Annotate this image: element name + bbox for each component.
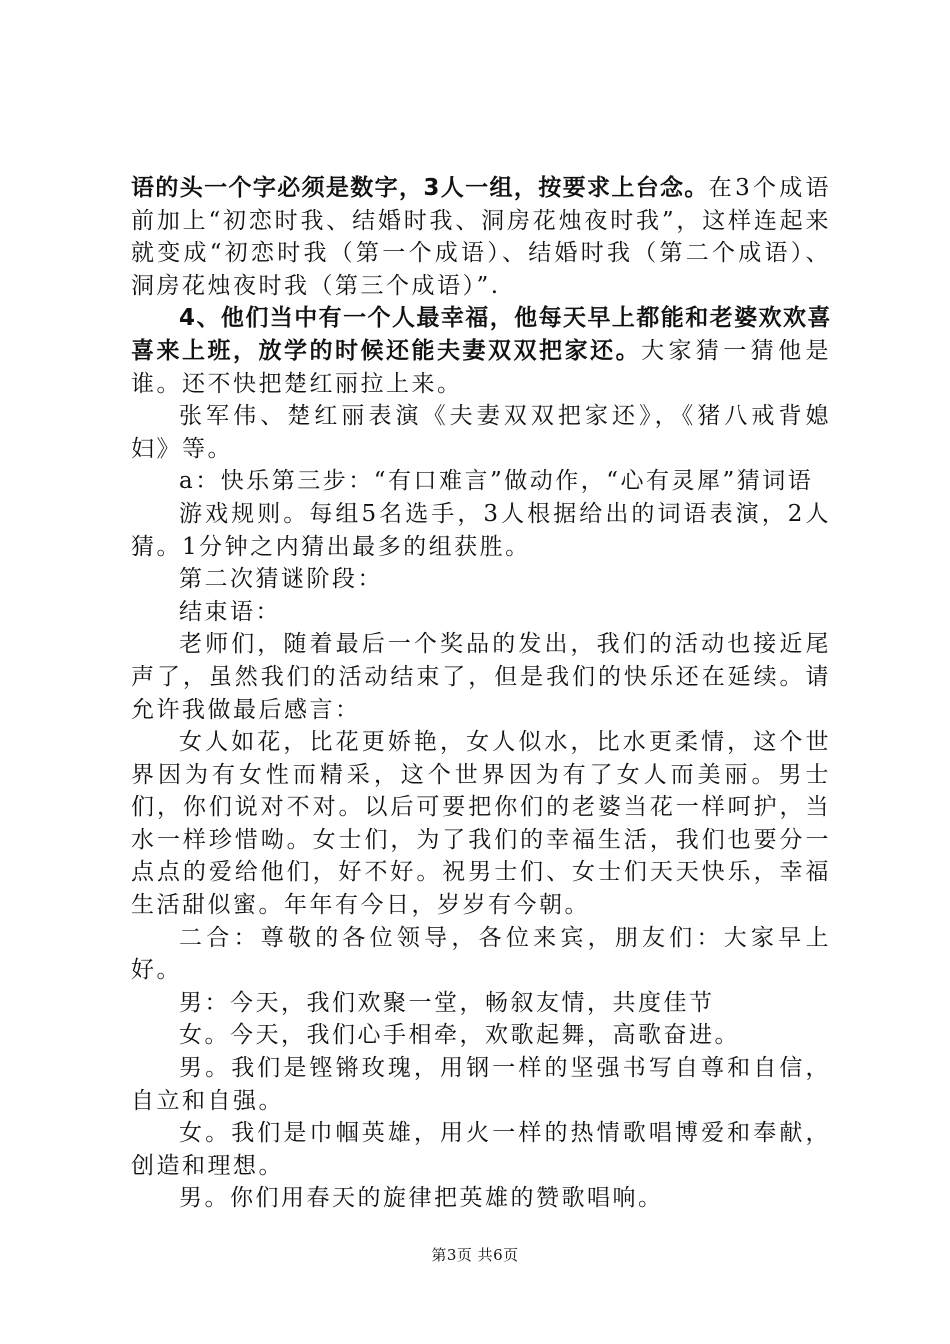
paragraph-10: 二合：尊敬的各位领导，各位来宾，朋友们：大家早上好。	[131, 924, 831, 984]
paragraph-6: 第二次猜谜阶段：	[179, 566, 383, 593]
paragraph-11: 男：今天，我们欢聚一堂，畅叙友情，共度佳节	[179, 989, 715, 1016]
paragraph-2	[131, 302, 831, 400]
paragraph-1	[131, 172, 831, 302]
page-number-footer: 第3页 共6页	[431, 1246, 519, 1264]
paragraph-13: 男。我们是铿锵玫瑰，用钢一样的坚强书写自尊和自信，自立和自强。	[131, 1055, 831, 1114]
paragraph-5: 游戏规则。每组5名选手，3人根据给出的词语表演，2人猜。1分钟之内猜出最多的组获胜。	[131, 500, 831, 560]
paragraph-1-text: 在3个成语前加上“初恋时我、结婚时我、洞房花烛夜时我”，这样连起来就变成“初恋时我（第一个成语）、结婚时我（第二个成语）、洞房花烛夜时我（第三个成语）”.	[131, 175, 831, 299]
paragraph-3: 张军伟、楚红丽表演《夫妻双双把家还》，《猪八戒背媳妇》等。	[131, 403, 831, 462]
document-body	[131, 172, 831, 1215]
paragraph-7: 结束语：	[179, 598, 281, 625]
paragraph-2-bold-text: 4、他们当中有一个人最幸福，他每天早上都能和老婆欢欢喜喜来上班，放学的时候还能夫妻双双把家还。	[131, 305, 831, 364]
paragraph-8: 老师们，随着最后一个奖品的发出，我们的活动也接近尾声了，虽然我们的活动结束了，但是我们的快乐还在延续。请允许我做最后感言：	[131, 631, 831, 723]
paragraph-1-bold-text: 语的头一个字必须是数字，3人一组，按要求上台念。	[131, 175, 709, 201]
paragraph-4: a：快乐第三步：“有口难言”做动作，“心有灵犀”猜词语	[179, 468, 814, 495]
paragraph-9: 女人如花，比花更娇艳，女人似水，比水更柔情，这个世界因为有女性而精采，这个世界因为有了女人而美丽。男士们，你们说对不对。以后可要把你们的老婆当花一样呵护，当水一样珍惜呦。女士们，为了我们的幸福生活，我们也要分一点点的爱给他们，好不好。祝男士们、女士们天天快乐，幸福生活甜似蜜。年年有今日，岁岁有今朝。	[131, 729, 831, 919]
paragraph-15: 男。你们用春天的旋律把英雄的赞歌唱响。	[179, 1185, 664, 1212]
paragraph-14: 女。我们是巾帼英雄，用火一样的热情歌唱博爱和奉献，创造和理想。	[131, 1120, 831, 1179]
paragraph-12: 女。今天，我们心手相牵，欢歌起舞，高歌奋进。	[179, 1022, 740, 1049]
paragraph-2-text: 大家猜一猜他是谁。还不快把楚红丽拉上来。	[131, 337, 832, 397]
